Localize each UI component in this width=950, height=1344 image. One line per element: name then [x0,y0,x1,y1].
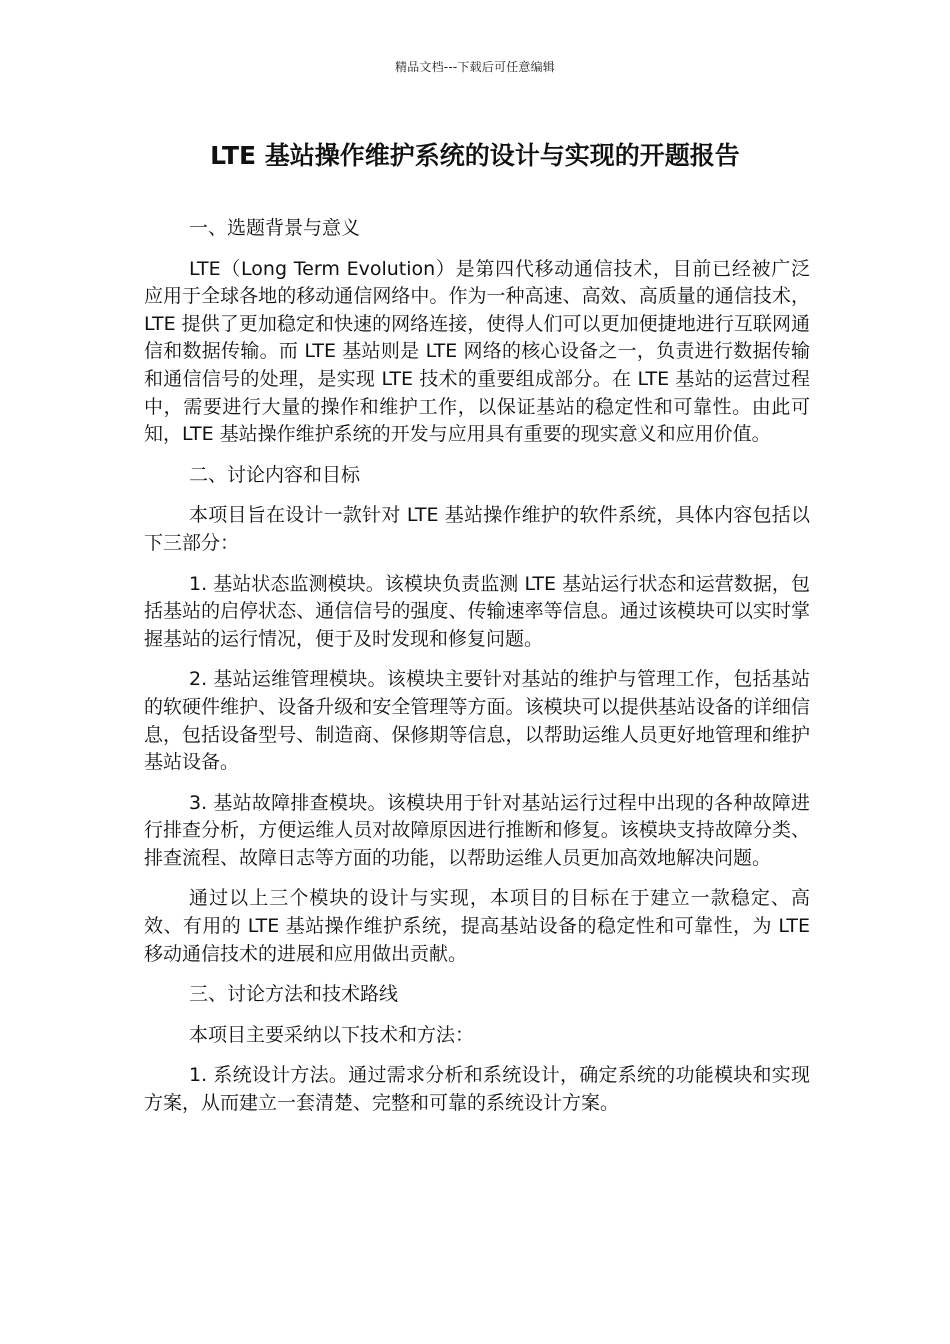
paragraph-goals: 通过以上三个模块的设计与实现，本项目的目标在于建立一款稳定、高效、有用的 LTE 基站操作维护系统，提高基站设备的稳定性和可靠性，为 LTE 移动通信技术的进展和应用做出贡献。 [144,887,810,965]
list-item-fault-diagnosis: 3. 基站故障排查模块。该模块用于针对基站运行过程中出现的各种故障进行排查分析，方便运维人员对故障原因进行推断和修复。该模块支持故障分类、排查流程、故障日志等方面的功能，以帮助运维人员更加高效地解决问题。 [144,791,810,869]
paragraph-content-intro: 本项目旨在设计一款针对 LTE 基站操作维护的软件系统，具体内容包括以下三部分： [144,504,810,554]
section-heading-content-goals: 二、讨论内容和目标 [189,463,361,486]
paragraph-background: LTE（Long Term Evolution）是第四代移动通信技术，目前已经被广泛应用于全球各地的移动通信网络中。作为一种高速、高效、高质量的通信技术，LTE 提供了更加稳定和快速的网络连接，使得人们可以更加便捷地进行互联网通信和数据传输。而 LTE 基站则是 LTE 网络的核心设备之一，负责进行数据传输和通信信号的处理，是实现 LTE 技术的重要组成部分。在 LTE 基站的运营过程中，需要进行大量的操作和维护工作，以保证基站的稳定性和可靠性。由此可知，LTE 基站操作维护系统的开发与应用具有重要的现实意义和应用价值。 [144,257,810,446]
paragraph-methods-intro: 本项目主要采纳以下技术和方法： [189,1023,475,1046]
header-note: 精品文档---下载后可任意编辑 [395,60,555,74]
list-item-status-monitoring: 1. 基站状态监测模块。该模块负责监测 LTE 基站运行状态和运营数据，包括基站的启停状态、通信信号的强度、传输速率等信息。通过该模块可以实时掌握基站的运行情况，便于及时发现和修复问题。 [144,572,810,650]
list-item-system-design: 1. 系统设计方法。通过需求分析和系统设计，确定系统的功能模块和实现方案，从而建立一套清楚、完整和可靠的系统设计方案。 [144,1064,810,1115]
section-heading-background: 一、选题背景与意义 [189,217,361,239]
list-item-ops-management: 2. 基站运维管理模块。该模块主要针对基站的维护与管理工作，包括基站的软硬件维护、设备升级和安全管理等方面。该模块可以提供基站设备的详细信息，包括设备型号、制造商、保修期等信息，以帮助运维人员更好地管理和维护基站设备。 [144,668,810,774]
section-heading-methods: 三、讨论方法和技术路线 [189,983,399,1006]
document-title: LTE 基站操作维护系统的设计与实现的开题报告 [210,141,740,170]
document-body [144,215,810,1131]
